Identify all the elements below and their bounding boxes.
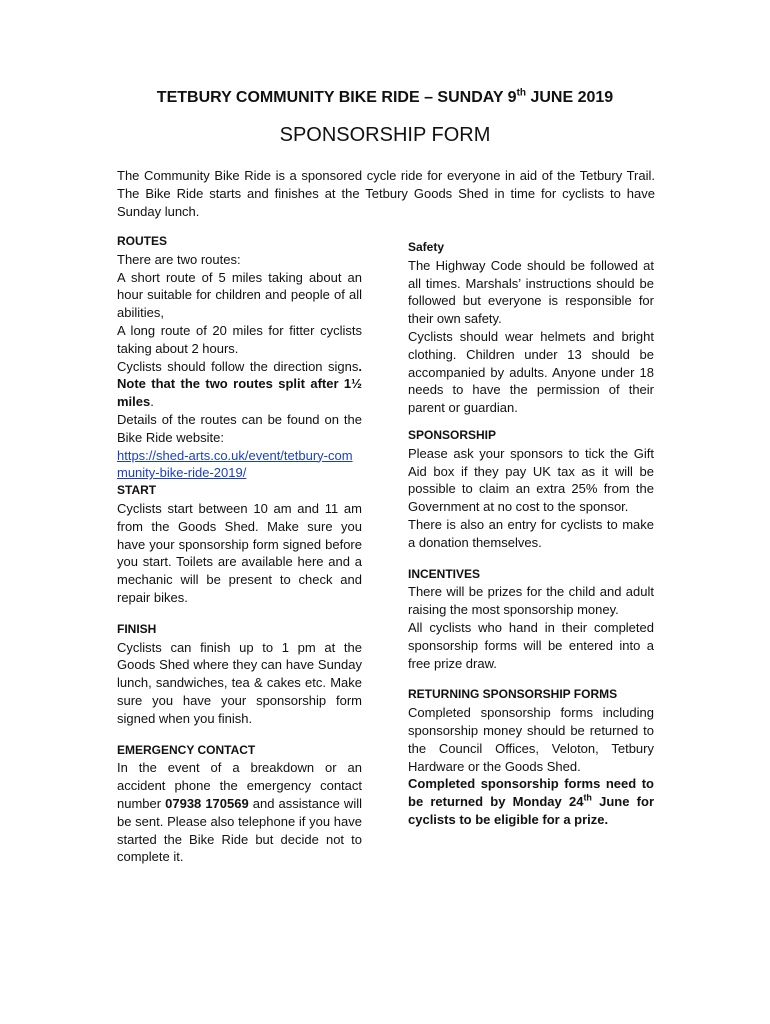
safety-text-2: Cyclists should wear helmets and bright clothing. Children under 13 should be accompanied by adults. Anyone under 18 needs to have the permission of their parent or guardian. xyxy=(408,328,654,416)
routes-text-1: There are two routes: xyxy=(117,251,241,267)
routes-text-3: A long route of 20 miles for fitter cyclists taking about 2 hours. xyxy=(117,322,362,356)
returning-deadline-b: June for cyclists to be eligible for a prize. xyxy=(408,794,654,827)
routes-text-2: A short route of 5 miles taking about an hour suitable for children and people of all abilities, xyxy=(117,269,362,321)
title-text-end: JUNE 2019 xyxy=(526,89,614,106)
sponsorship-text-1: Please ask your sponsors to tick the Gift Aid box if they pay UK tax as it will be possible to claim an extra 25% from the Government at no cost to the sponsor. xyxy=(408,445,654,515)
emergency-text-b: and assistance will be sent. Please also telephone if you have started the Bike Ride but decide not to complete it. xyxy=(117,795,362,865)
routes-split-note: . Note that the two routes split after 1½ miles xyxy=(117,358,362,410)
safety-text-1: The Highway Code should be followed at all times. Marshals’ instructions should be followed but everyone is responsible for their own safety. xyxy=(408,257,654,327)
emergency-text-a: In the event of a breakdown or an accident phone the emergency contact number xyxy=(117,760,362,811)
form-title: SPONSORSHIP FORM xyxy=(279,124,491,146)
incentives-heading: INCENTIVES xyxy=(408,566,481,581)
routes-link-line xyxy=(117,447,362,483)
routes-website-link[interactable]: https://shed-arts.co.uk/event/tetbury-community-bike-ride-2019/ xyxy=(117,447,353,481)
routes-text-4 xyxy=(117,358,362,411)
emergency-text xyxy=(117,759,362,866)
title-superscript: th xyxy=(516,87,527,99)
spacer xyxy=(408,417,654,427)
finish-text: Cyclists can finish up to 1 pm at the Goods Shed where they can have Sunday lunch, sandwiches, tea & cakes etc. Make sure you have your sponsorship form signed when you finish. xyxy=(117,639,362,726)
routes-text-5: Details of the routes can be found on the Bike Ride website: xyxy=(117,411,362,445)
finish-heading: FINISH xyxy=(117,621,157,636)
routes-period: . xyxy=(150,394,154,410)
safety-heading: Safety xyxy=(408,240,445,254)
routes-heading: ROUTES xyxy=(117,234,168,248)
incentives-text-1: There will be prizes for the child and adult raising the most sponsorship money. xyxy=(408,584,654,618)
spacer xyxy=(117,728,362,742)
returning-text-1: Completed sponsorship forms including sponsorship money should be returned to the Council Offices, Veloton, Tetbury Hardware or the Goods Shed. xyxy=(408,705,654,774)
spacer xyxy=(408,672,654,686)
returning-deadline-sup: th xyxy=(583,792,592,803)
routes-direction-text: Cyclists should follow the direction signs xyxy=(117,358,359,374)
returning-heading: RETURNING SPONSORSHIP FORMS xyxy=(408,687,618,702)
returning-deadline xyxy=(408,775,654,828)
title-text: TETBURY COMMUNITY BIKE RIDE – SUNDAY 9 xyxy=(156,89,517,106)
intro-paragraph: The Community Bike Ride is a sponsored cycle ride for everyone in aid of the Tetbury Trail. The Bike Ride starts and finishes at the Tetbury Goods Shed in time for cyclists to have Sunday lunch. xyxy=(117,168,655,219)
sponsorship-text-2: There is also an entry for cyclists to make a donation themselves. xyxy=(408,516,654,550)
start-heading: START xyxy=(117,483,157,498)
left-column xyxy=(117,233,362,866)
sponsorship-heading: SPONSORSHIP xyxy=(408,427,497,442)
returning-deadline-a: Completed sponsorship forms need to be returned by Monday 24 xyxy=(408,776,654,810)
start-text: Cyclists start between 10 am and 11 am from the Goods Shed. Make sure you have your sponsorship form signed before you start. Toilets are available here and a mechanic will be present to check and repair bikes. xyxy=(117,500,362,605)
right-column xyxy=(408,239,654,829)
spacer xyxy=(408,552,654,566)
incentives-text-2: All cyclists who hand in their completed sponsorship forms will be entered into a free prize draw. xyxy=(408,619,654,671)
spacer xyxy=(117,607,362,621)
emergency-heading: EMERGENCY CONTACT xyxy=(117,742,256,757)
page-title xyxy=(0,89,770,107)
emergency-phone: 07938 170569 xyxy=(165,795,249,811)
